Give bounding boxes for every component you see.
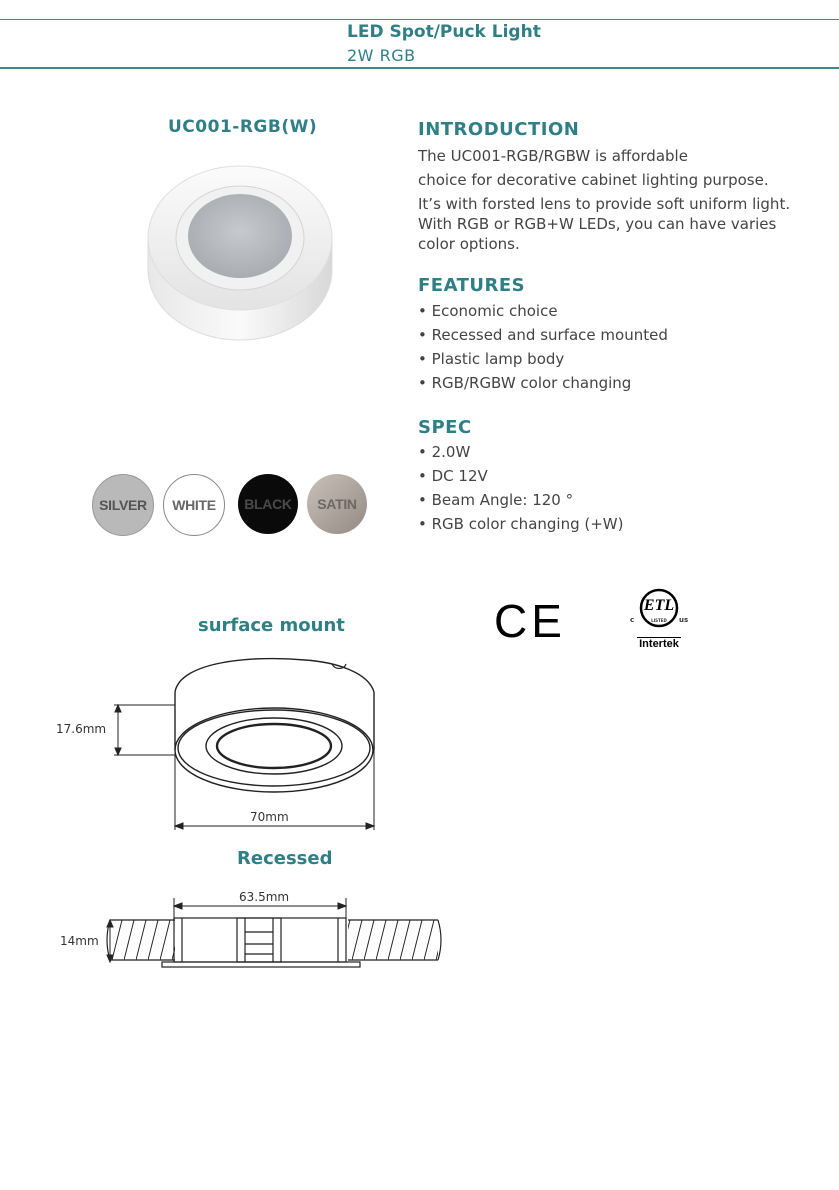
feature-item: • Recessed and surface mounted [418,323,668,347]
swatch-white: WHITE [163,474,225,536]
etl-listed-text: LISTED [651,618,667,623]
intro-line: It’s with forsted lens to provide soft uniform light. [418,195,791,213]
spec-item: • RGB color changing (+W) [418,512,623,536]
introduction-text [418,145,838,253]
etl-mark-text: ETL [643,597,675,614]
spec-heading: SPEC [418,417,472,438]
etl-us-text: us [679,616,689,624]
recessed-width-label: 63.5mm [239,890,290,904]
intro-line: With RGB or RGB+W LEDs, you can have varies [418,215,777,233]
features-heading: FEATURES [418,275,526,296]
etl-c-text: c [630,616,635,624]
model-name: UC001-RGB(W) [168,117,318,137]
introduction-heading: INTRODUCTION [418,119,580,140]
spec-item: • DC 12V [418,464,623,488]
feature-item: • RGB/RGBW color changing [418,371,668,395]
feature-item: • Plastic lamp body [418,347,668,371]
spec-item: • Beam Angle: 120 ° [418,488,623,512]
recessed-height-label: 14mm [60,934,99,948]
swatch-satin: SATIN [307,474,367,534]
spec-list [418,440,623,536]
header-title: LED Spot/Puck Light [347,22,541,42]
surface-height-label: 17.6mm [56,722,107,736]
intro-line: choice for decorative cabinet lighting purpose. [418,171,769,189]
features-list [418,299,668,395]
intro-line: color options. [418,235,520,253]
surface-width-label: 70mm [250,810,289,824]
header-subtitle: 2W RGB [347,46,416,65]
product-photo [140,160,340,350]
etl-listed-mark [628,588,690,654]
ce-mark-icon: CE [494,595,566,647]
header-bottom-rule [0,67,839,69]
header-top-rule [0,19,839,20]
surface-mount-title: surface mount [198,615,345,636]
rgb-color-icon [280,358,352,422]
swatch-silver: SILVER [92,474,154,536]
surface-mount-diagram [100,650,390,840]
etl-brand-text: Intertek [639,638,679,650]
swatch-black: BLACK [238,474,298,534]
spec-item: • 2.0W [418,440,623,464]
intro-line: The UC001-RGB/RGBW is affordable [418,147,688,165]
feature-item: • Economic choice [418,299,668,323]
recessed-title: Recessed [237,848,333,869]
